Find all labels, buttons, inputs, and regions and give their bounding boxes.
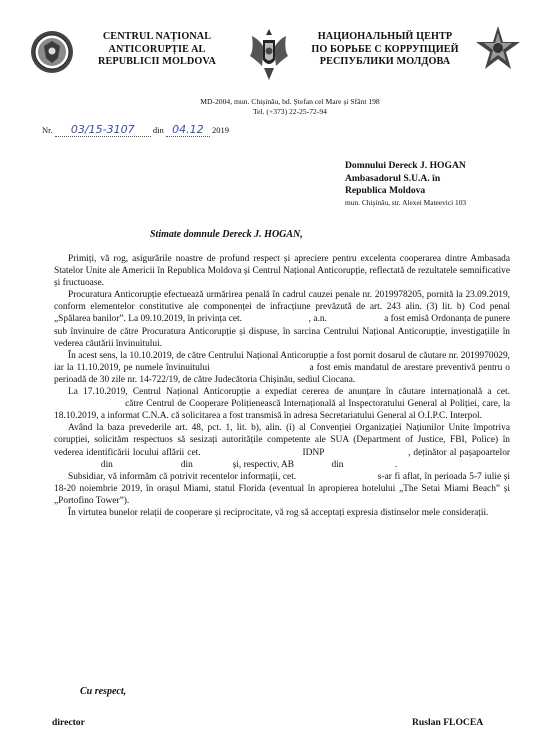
recipient-line-2: Ambasadorul S.U.A. în <box>345 172 441 184</box>
cna-star-emblem <box>473 24 523 74</box>
reference-date: 04.12 <box>166 123 210 137</box>
paragraph: Având la baza prevederile art. 48, pct. 1, lit. b), alin. (i) al Convenției Organizației Națiunilor Unite împotriva corupției, solicităm respectuos să sesizați autoritățile competente ale SUA (Department of Justice, FBI, Police) în vederea identificării locului aflării cet. IDNP , deținător al pașapoartelor din din și, respectiv, AB din . <box>54 423 510 470</box>
coat-of-arms <box>246 26 292 84</box>
recipient-line-1: Domnului Dereck J. HOGAN <box>345 160 466 171</box>
reference-line <box>42 123 302 137</box>
paragraph: Primiți, vă rog, asigurările noastre de profund respect și apreciere pentru excelenta cooperarea dintre Ambasada Statelor Unite ale Americii în Republica Moldova și Centrul Național Anticorupție, reflectată de rezultatele semnificative și fructuoase. <box>54 254 510 289</box>
recipient-line-3: Republica Moldova <box>345 185 426 196</box>
signatory-title: director <box>52 717 85 728</box>
sender-address: MD-2004, mun. Chișinău, bd. Ștefan cel Mare și Sfânt 198 Tel. (+373) 22-25-72-94 <box>200 97 380 116</box>
nr-label: Nr. <box>42 125 53 135</box>
signatory-name: Ruslan FLOCEA <box>412 717 484 728</box>
salutation: Stimate domnule Dereck J. HOGAN, <box>150 229 303 240</box>
institution-name-ru: НАЦИОНАЛЬНЫЙ ЦЕНТР ПО БОРЬБЕ С КОРРУПЦИЕЙ РЕСПУБЛИКИ МОЛДОВА <box>311 31 459 67</box>
institution-name-ro: CENTRUL NAȚIONAL ANTICORUPȚIE AL REPUBLICII MOLDOVA <box>98 31 216 67</box>
paragraph: În acest sens, la 10.10.2019, de către Centrului Național Anticorupție a fost pornit dosarul de căutare nr. 2019970029, iar la 11.10.2019, pe numele învinuitului a fost emis mandatul de arestare preventivă pentru o perioadă de 30 zile nr. 14-722/19, de către Judecătoria Chișinău, sediul Ciocana. <box>54 350 510 385</box>
din-label: din <box>152 125 164 135</box>
recipient-block <box>345 160 535 208</box>
reference-number: 03/15-3107 <box>55 123 151 137</box>
letter-body <box>54 253 510 519</box>
paragraph: Subsidiar, vă informăm că potrivit recentelor informații, cet. s-ar fi aflat, în perioada 5-7 iulie și 18-20 noiembrie 2019, în orașul Miami, statul Florida (eventual în apropierea hotelului „The Setai Miami Beach” și „Portofino Tower”). <box>54 471 510 506</box>
cna-emblem-left <box>30 30 74 74</box>
reference-year: 2019 <box>212 125 229 135</box>
paragraph: Procuratura Anticorupție efectuează urmărirea penală în cadrul cauzei penale nr. 2019978205, pornită la 23.09.2019, conform elementelor constitutive ale componenței de infracțiune prevăzută de art. 243 alin. (3) lit. b) Cod penal „Spălarea banilor”. La 09.10.2019, în privința cet. , a.n. a fost emisă Ordonanța de punere sub învinuire de către Procuratura Anticorupție și dispuse, în sarcina Centrului Național Anticorupție, investigațiile în vederea căutării învinuitului. <box>54 290 510 349</box>
closing: Cu respect, <box>80 686 127 697</box>
paragraph: La 17.10.2019, Centrul Național Anticorupție a expediat cererea de anunțare în căutare internațională a cet. către Centrul de Cooperare Polițienească Internațională al Inspectoratului General al Poliției, care, la 18.10.2019, a informat C.N.A. că solicitarea a fost transmisă în adresa Secretariatului General al O.I.P.C. Interpol. <box>54 387 510 422</box>
paragraph: În virtutea bunelor relații de cooperare și reciprocitate, vă rog să acceptați expresia distinselor mele considerații. <box>68 507 489 518</box>
recipient-address: mun. Chișinău, str. Alexei Mateevici 103 <box>345 197 467 207</box>
